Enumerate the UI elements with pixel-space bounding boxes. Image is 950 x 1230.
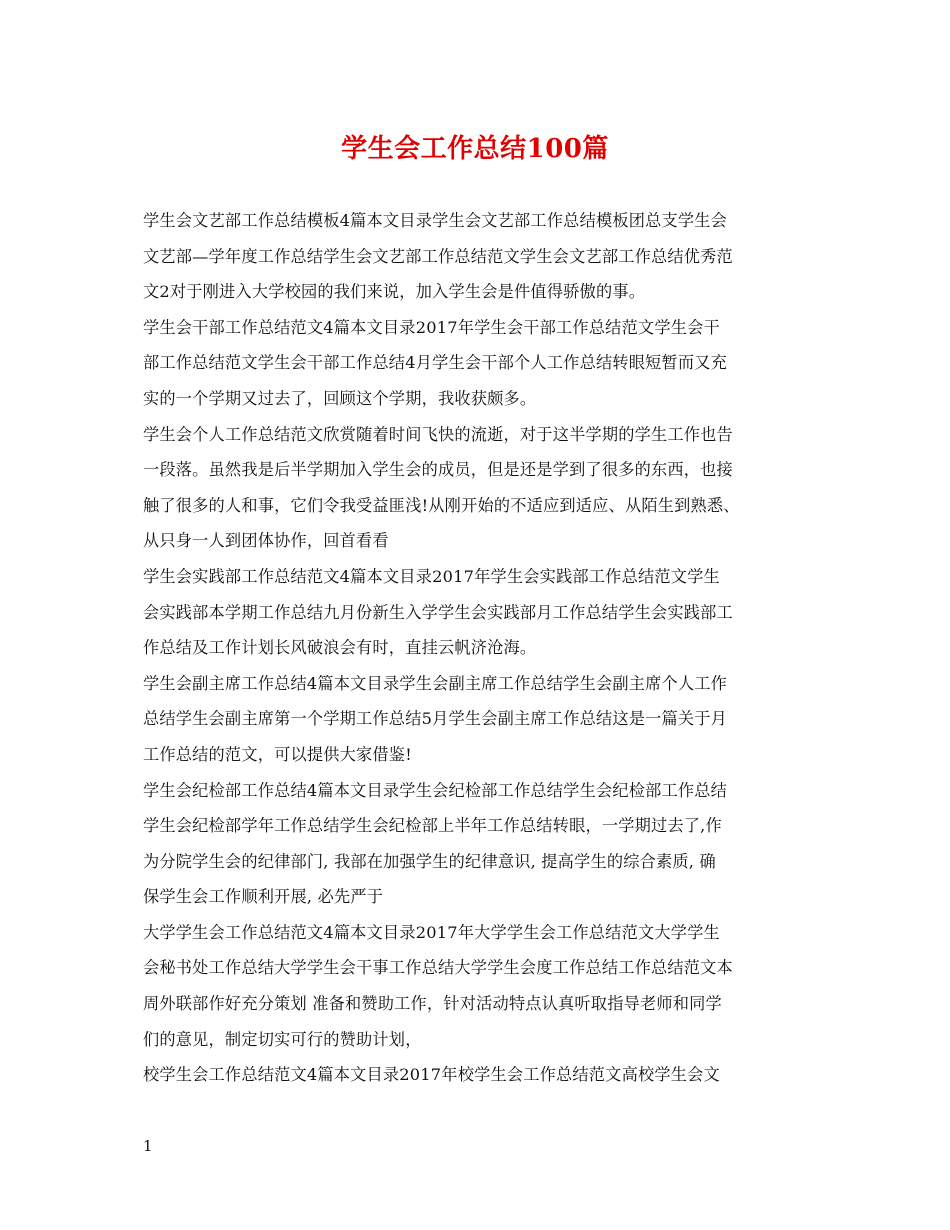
text-line: 从只身一人到团体协作，回首看看 xyxy=(143,531,389,551)
text-line: 作总结及工作计划长风破浪会有时，直挂云帆济沧海。 xyxy=(143,638,537,658)
text-line: 文艺部—学年度工作总结学生会文艺部工作总结范文学生会文艺部工作总结优秀范 xyxy=(143,246,733,266)
text-line: 学生会文艺部工作总结模板4篇本文目录学生会文艺部工作总结模板团总支学生会 xyxy=(143,211,728,230)
text-line: 一段落。虽然我是后半学期加入学生会的成员，但是还是学到了很多的东西，也接 xyxy=(143,460,733,480)
text-line: 们的意见，制定切实可行的赞助计划， xyxy=(143,1029,422,1049)
document-body xyxy=(143,203,828,1093)
text-line: 学生会纪检部工作总结4篇本文目录学生会纪检部工作总结学生会纪检部工作总结 xyxy=(143,780,728,800)
text-line: 总结学生会副主席第一个学期工作总结5月学生会副主席工作总结这是一篇关于月 xyxy=(143,709,728,729)
text-line: 学生会纪检部学年工作总结学生会纪检部上半年工作总结转眼，一学期过去了,作 xyxy=(143,816,722,836)
text-line: 触了很多的人和事，它们令我受益匪浅!从刚开始的不适应到适应、从陌生到熟悉、 xyxy=(143,495,740,515)
text-line: 实的一个学期又过去了，回顾这个学期，我收获颇多。 xyxy=(143,388,537,408)
text-line: 学生会个人工作总结范文欣赏随着时间飞快的流逝，对于这半学期的学生工作也告 xyxy=(143,424,733,444)
document-title: 学生会工作总结100篇 xyxy=(341,134,609,164)
text-line: 会秘书处工作总结大学学生会干事工作总结大学学生会度工作总结工作总结范文本 xyxy=(143,958,733,978)
text-line: 周外联部作好充分策划 准备和赞助工作，针对活动特点认真听取指导老师和同学 xyxy=(143,994,722,1014)
text-line: 会实践部本学期工作总结九月份新生入学学生会实践部月工作总结学生会实践部工 xyxy=(143,602,733,622)
text-line: 为分院学生会的纪律部门, 我部在加强学生的纪律意识, 提高学生的综合素质, 确 xyxy=(143,851,716,871)
text-line: 校学生会工作总结范文4篇本文目录2017年校学生会工作总结范文高校学生会文 xyxy=(143,1065,720,1085)
text-line: 保学生会工作顺利开展, 必先严于 xyxy=(143,887,384,907)
page-number: 1 xyxy=(143,1137,153,1155)
text-line: 工作总结的范文，可以提供大家借鉴! xyxy=(143,744,412,764)
text-line: 学生会副主席工作总结4篇本文目录学生会副主席工作总结学生会副主席个人工作 xyxy=(143,673,728,693)
text-line: 学生会干部工作总结范文4篇本文目录2017年学生会干部工作总结范文学生会干 xyxy=(143,317,720,337)
text-line: 学生会实践部工作总结范文4篇本文目录2017年学生会实践部工作总结范文学生 xyxy=(143,566,720,586)
text-line: 文2对于刚进入大学校园的我们来说，加入学生会是件值得骄傲的事。 xyxy=(143,282,646,302)
text-line: 大学学生会工作总结范文4篇本文目录2017年大学学生会工作总结范文大学学生 xyxy=(143,922,720,942)
text-line: 部工作总结范文学生会干部工作总结4月学生会干部个人工作总结转眼短暂而又充 xyxy=(143,353,728,373)
